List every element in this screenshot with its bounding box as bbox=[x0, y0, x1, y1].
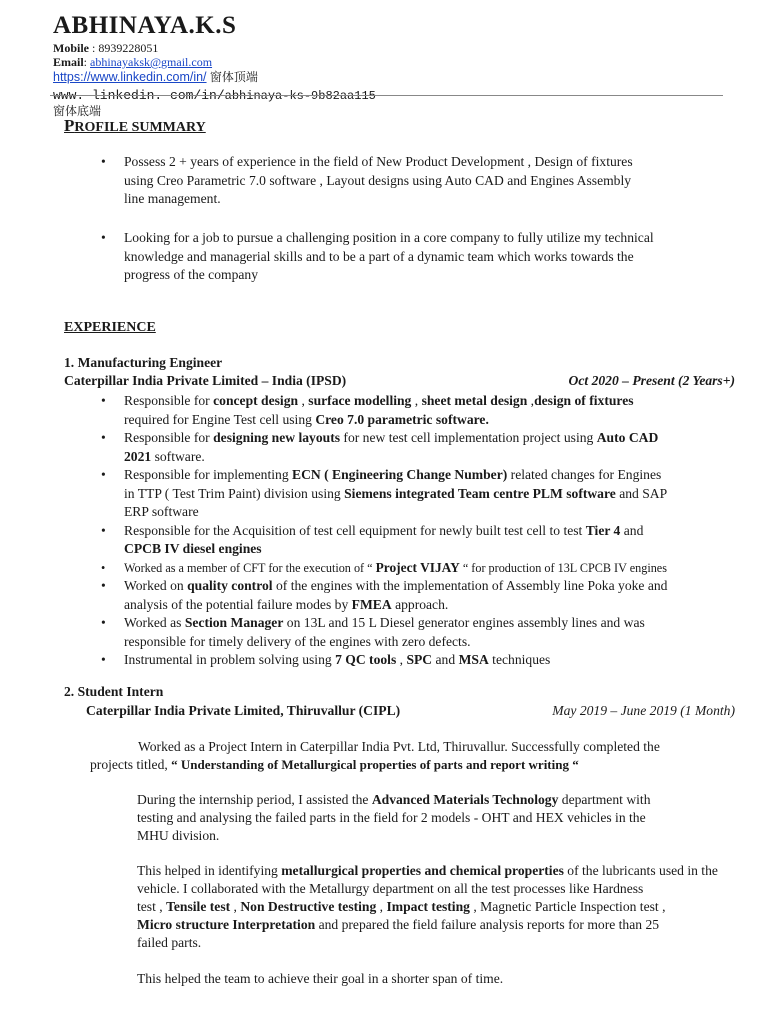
text: testing and analysing the failed parts in the field for 2 models - OHT and HEX vehicles in the bbox=[137, 810, 646, 825]
text: and bbox=[432, 652, 459, 667]
text: CPCB IV diesel engines bbox=[124, 541, 262, 556]
text: , bbox=[527, 393, 535, 408]
text: Responsible for the Acquisition of test cell equipment for newly built test cell to test bbox=[124, 522, 586, 538]
text: Worked as a Project Intern in Caterpillar India Pvt. Ltd, Thiruvallur. Successfully completed the bbox=[138, 739, 660, 754]
text: Tier 4 bbox=[585, 522, 621, 538]
profile-bullet-1 bbox=[101, 153, 633, 209]
text: During the internship period, I assisted the bbox=[137, 792, 372, 807]
job2-paragraph-4: This helped the team to achieve their goal in a shorter span of time. bbox=[137, 971, 504, 986]
job2-dates: May 2019 – June 2019 (1 Month) bbox=[552, 703, 735, 718]
profile-line: using Creo Parametric 7.0 software , Layout designs using Auto CAD and Engines Assembly bbox=[124, 172, 632, 188]
text: Micro structure Interpretation bbox=[137, 917, 316, 932]
text: Responsible for bbox=[124, 393, 214, 408]
text: designing new layouts bbox=[213, 430, 341, 445]
text: related changes for Engines bbox=[507, 467, 662, 482]
text: of the lubricants used in the bbox=[563, 863, 718, 878]
text: and SAP bbox=[615, 485, 668, 501]
text: Creo 7.0 parametric software. bbox=[315, 411, 489, 427]
mobile-value: : 8939228051 bbox=[89, 41, 159, 55]
text: ECN ( Engineering Change Number) bbox=[292, 467, 508, 482]
text: Project VIJAY bbox=[375, 559, 460, 575]
text: Instrumental in problem solving using bbox=[124, 652, 336, 667]
text: , bbox=[396, 652, 407, 667]
text: Responsible for bbox=[124, 430, 214, 445]
profile-heading-initial: P bbox=[64, 116, 75, 135]
text: test , bbox=[137, 899, 167, 914]
text: design of fixtures bbox=[534, 393, 634, 408]
linkedin-handle: abhinaya-ks-9b82aa115 bbox=[224, 89, 376, 103]
profile-line: Looking for a job to pursue a challenging position in a core company to fully utilize my technical bbox=[124, 230, 654, 245]
job2-company: Caterpillar India Private Limited, Thiruvallur (CIPL) bbox=[86, 703, 401, 718]
profile-bullet-2 bbox=[101, 229, 654, 285]
text: , bbox=[230, 899, 241, 914]
text: responsible for timely delivery of the engines with zero defects. bbox=[124, 633, 471, 649]
header-divider bbox=[50, 95, 723, 96]
text: Worked as bbox=[124, 615, 185, 630]
text: Worked on bbox=[124, 578, 188, 593]
linkedin-url-line bbox=[53, 70, 258, 84]
text: 7 QC tools bbox=[335, 652, 397, 667]
job1-dates: Oct 2020 – Present (2 Years+) bbox=[568, 373, 735, 388]
job1-bullet bbox=[101, 466, 741, 522]
text: Auto CAD bbox=[596, 430, 659, 445]
job1-bullet bbox=[101, 559, 741, 578]
job1-bullet bbox=[101, 614, 741, 651]
form-top-marker: 窗体顶端 bbox=[206, 70, 258, 84]
job1-bullets bbox=[101, 392, 741, 670]
email-label: Email bbox=[53, 55, 84, 69]
text: Impact testing bbox=[386, 899, 470, 914]
email-line bbox=[53, 55, 212, 69]
text: for new test cell implementation project using bbox=[340, 430, 597, 445]
job1-bullet bbox=[101, 522, 741, 559]
mobile-line bbox=[53, 41, 158, 55]
job2-paragraph-3 bbox=[137, 862, 742, 952]
job1-bullet bbox=[101, 651, 741, 670]
text: MSA bbox=[458, 652, 489, 667]
job1-bullet bbox=[101, 577, 741, 614]
mobile-label: Mobile bbox=[53, 41, 89, 55]
profile-line: Possess 2 + years of experience in the field of New Product Development , Design of fixtures bbox=[124, 154, 633, 169]
text: FMEA bbox=[351, 596, 392, 612]
experience-heading: EXPERIENCE bbox=[64, 320, 156, 335]
text: vehicle. I collaborated with the Metallurgy department on all the test processes like Hardness bbox=[137, 881, 644, 896]
text: “ for production of 13L CPCB IV engines bbox=[459, 560, 667, 575]
text: , Magnetic Particle Inspection test , bbox=[469, 899, 666, 914]
text: 2021 bbox=[124, 448, 152, 464]
text: Non Destructive testing bbox=[240, 899, 377, 914]
profile-line: progress of the company bbox=[124, 267, 259, 282]
profile-summary-heading bbox=[64, 116, 206, 136]
job1-company: Caterpillar India Private Limited – India (IPSD) bbox=[64, 373, 347, 388]
text: and prepared the field failure analysis reports for more than 25 bbox=[315, 917, 660, 932]
text: , bbox=[376, 899, 387, 914]
text: concept design bbox=[213, 393, 299, 408]
profile-line: line management. bbox=[124, 191, 221, 206]
bullet-marker: • bbox=[101, 230, 106, 245]
job2-paragraph-1 bbox=[90, 738, 740, 774]
text: Tensile test bbox=[166, 899, 231, 914]
email-link[interactable]: abhinayaksk@gmail.com bbox=[90, 55, 213, 69]
text: Section Manager bbox=[184, 615, 284, 630]
text: , bbox=[411, 393, 422, 408]
text: software. bbox=[151, 448, 205, 464]
text: analysis of the potential failure modes by bbox=[124, 596, 352, 612]
text: Worked as a member of CFT for the execution of “ bbox=[124, 560, 376, 575]
text: department with bbox=[558, 792, 651, 807]
job1-title: 1. Manufacturing Engineer bbox=[64, 355, 223, 370]
text: , bbox=[298, 393, 309, 408]
text: metallurgical properties and chemical properties bbox=[281, 863, 564, 878]
linkedin-url-link[interactable]: https://www.linkedin.com/in/ bbox=[53, 70, 207, 84]
text: approach. bbox=[391, 596, 449, 612]
job2-paragraph-2 bbox=[137, 791, 742, 845]
text: projects titled, bbox=[90, 757, 172, 772]
job2-title: 2. Student Intern bbox=[64, 684, 164, 699]
text: SPC bbox=[406, 652, 433, 667]
text: Siemens integrated Team centre PLM software bbox=[344, 485, 616, 501]
profile-line: knowledge and managerial skills and to be a part of a dynamic team which works towards the bbox=[124, 248, 634, 264]
text: Responsible for implementing bbox=[124, 467, 293, 482]
form-bottom-marker: 窗体底端 bbox=[53, 104, 102, 118]
text: This helped in identifying bbox=[137, 863, 282, 878]
bullet-marker: • bbox=[101, 154, 106, 169]
text: ERP software bbox=[124, 504, 199, 519]
candidate-name: ABHINAYA.K.S bbox=[53, 12, 237, 39]
text: on 13L and 15 L Diesel generator engines assembly lines and was bbox=[283, 615, 645, 630]
text: “ Understanding of Metallurgical properties of parts and report writing “ bbox=[171, 757, 579, 772]
email-separator: : bbox=[83, 55, 91, 69]
text: failed parts. bbox=[137, 935, 202, 950]
text: of the engines with the implementation of Assembly line Poka yoke and bbox=[272, 578, 668, 593]
text: surface modelling bbox=[308, 393, 412, 408]
job1-bullet bbox=[101, 429, 741, 466]
profile-heading-rest: ROFILE SUMMARY bbox=[74, 120, 206, 135]
text: and bbox=[620, 522, 644, 538]
text: in TTP ( Test Trim Paint) division using bbox=[124, 485, 345, 501]
text: MHU division. bbox=[137, 828, 220, 843]
job1-bullet bbox=[101, 392, 741, 429]
text: techniques bbox=[488, 652, 551, 667]
text: required for Engine Test cell using bbox=[124, 411, 316, 427]
text: sheet metal design bbox=[421, 393, 528, 408]
text: Advanced Materials Technology bbox=[371, 792, 559, 807]
linkedin-domain: www. linkedin. com/in/ bbox=[53, 88, 225, 103]
text: quality control bbox=[187, 578, 273, 593]
